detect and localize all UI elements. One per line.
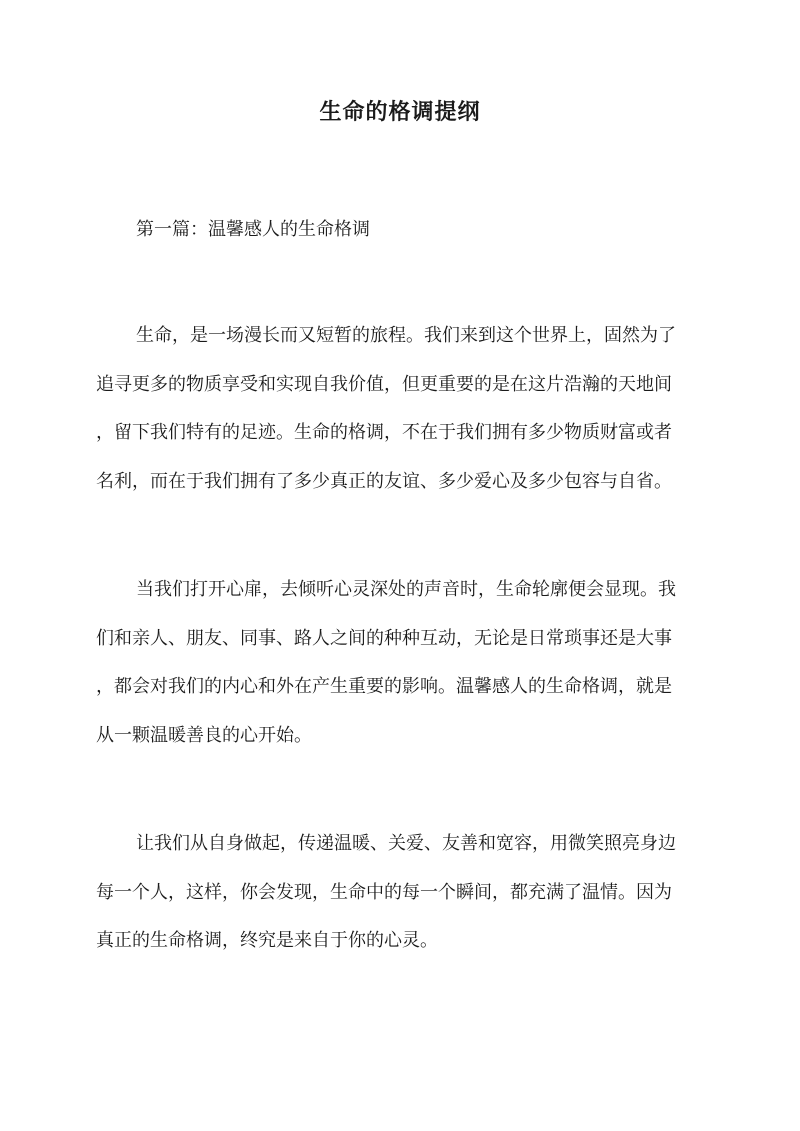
paragraph-line: 名利，而在于我们拥有了多少真正的友谊、多少爱心及多少包容与自省。 — [96, 470, 672, 492]
paragraph-line: 当我们打开心扉，去倾听心灵深处的声音时，生命轮廓便会显现。我 — [136, 579, 676, 600]
document-title: 生命的格调提纲 — [319, 99, 481, 125]
paragraph-line: 从一颗温暖善良的心开始。 — [96, 724, 312, 746]
paragraph-1 — [96, 312, 708, 506]
paragraph-line: 每一个人，这样，你会发现，生命中的每一个瞬间，都充满了温情。因为 — [96, 881, 672, 903]
paragraph-line: 生命，是一场漫长而又短暂的旅程。我们来到这个世界上，固然为了 — [136, 325, 676, 346]
paragraph-line: 追寻更多的物质享受和实现自我价值，但更重要的是在这片浩瀚的天地间 — [96, 373, 672, 395]
paragraph-line: 们和亲人、朋友、同事、路人之间的种种互动，无论是日常琐事还是大事 — [96, 627, 672, 649]
paragraph-line: 真正的生命格调，终究是来自于你的心灵。 — [96, 930, 438, 951]
paragraph-2 — [96, 566, 708, 760]
paragraph-line: ，留下我们特有的足迹。生命的格调，不在于我们拥有多少物质财富或者 — [96, 422, 672, 443]
paragraph-3 — [96, 820, 708, 966]
paragraph-line: 让我们从自身做起，传递温暖、关爱、友善和宽容，用微笑照亮身边 — [136, 833, 676, 854]
paragraph-line: ，都会对我们的内心和外在产生重要的影响。温馨感人的生命格调，就是 — [96, 676, 672, 697]
section-heading: 第一篇：温馨感人的生命格调 — [136, 219, 370, 240]
